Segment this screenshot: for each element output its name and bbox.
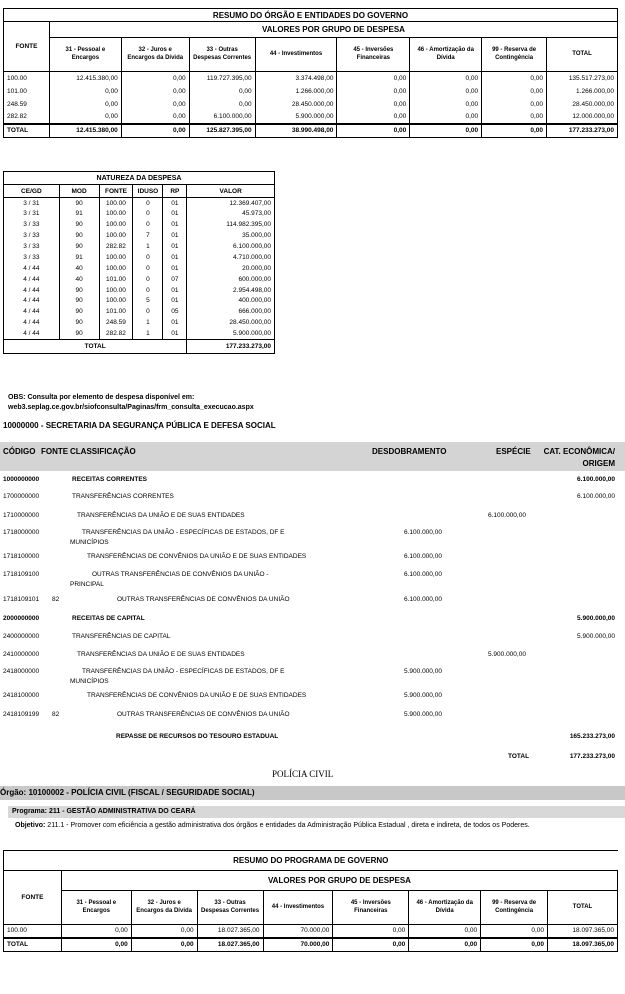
total-value: 70.000,00 bbox=[263, 938, 333, 952]
column-header: 44 - Investimentos bbox=[255, 38, 337, 72]
natureza-cell: 7 bbox=[133, 230, 163, 241]
classificacao-cell: TRANSFERÊNCIAS DE CAPITAL bbox=[72, 633, 171, 640]
natureza-cell: 600.000,00 bbox=[187, 274, 275, 285]
natureza-cell: 01 bbox=[163, 328, 187, 339]
natureza-cell: 1 bbox=[133, 328, 163, 339]
natureza-row bbox=[4, 230, 275, 241]
natureza-cell: 3 / 33 bbox=[4, 241, 60, 252]
desdobramento-cell: 5.900.000,00 bbox=[404, 692, 442, 699]
natureza-cell: 90 bbox=[59, 296, 99, 307]
value-cell: 0,00 bbox=[409, 925, 481, 938]
value-cell: 135.517.273,00 bbox=[547, 72, 618, 85]
natureza-cell: 3 / 33 bbox=[4, 230, 60, 241]
objetivo-text: 211.1 - Promover com eficiência a gestão administrativa dos órgãos e entidades da Administração Pública Estadual , direta e indireta, de todos os Poderes. bbox=[47, 822, 530, 829]
column-header: 45 - Inversões Financeiras bbox=[337, 38, 410, 72]
value-cell: 0,00 bbox=[333, 925, 409, 938]
natureza-row bbox=[4, 328, 275, 339]
cat-economica-cell: 5.900.000,00 bbox=[577, 633, 615, 640]
classificacao-cell: TRANSFERÊNCIAS DA UNIÃO - ESPECÍFICAS DE ESTADOS, DF E bbox=[82, 529, 285, 536]
natureza-cell: 5 bbox=[133, 296, 163, 307]
value-cell: 6.100.000,00 bbox=[189, 111, 255, 124]
classificacao-cell: TRANSFERÊNCIAS DA UNIÃO E DE SUAS ENTIDADES bbox=[77, 651, 245, 658]
classificacao-cell: RECEITAS CORRENTES bbox=[72, 476, 147, 483]
value-cell: 0,00 bbox=[337, 98, 410, 111]
total-value: 0,00 bbox=[337, 124, 410, 138]
value-cell: 0,00 bbox=[482, 111, 547, 124]
natureza-cell: 666.000,00 bbox=[187, 306, 275, 317]
natureza-cell: 90 bbox=[59, 230, 99, 241]
natureza-cell: 3 / 31 bbox=[4, 198, 60, 209]
value-cell: 1.266.000,00 bbox=[255, 85, 337, 98]
value-cell: 0,00 bbox=[189, 98, 255, 111]
natureza-cell: 5.900.000,00 bbox=[187, 328, 275, 339]
total-value: 0,00 bbox=[131, 938, 197, 952]
natureza-cell: 6.100.000,00 bbox=[187, 241, 275, 252]
codigo-header: CÓDIGO bbox=[3, 447, 36, 456]
natureza-cell: 01 bbox=[163, 241, 187, 252]
natureza-cell: 12.369.407,00 bbox=[187, 198, 275, 209]
value-cell: 5.900.000,00 bbox=[255, 111, 337, 124]
column-header: 99 - Reserva de Contingência bbox=[482, 38, 547, 72]
codigo-cell: 1718000000 bbox=[3, 529, 40, 536]
natureza-cell: 90 bbox=[59, 317, 99, 328]
column-header: 99 - Reserva de Contingência bbox=[481, 891, 548, 925]
natureza-cell: 101.00 bbox=[99, 306, 133, 317]
natureza-cell: 90 bbox=[59, 198, 99, 209]
value-cell: 0,00 bbox=[481, 925, 548, 938]
classificacao-header: CLASSIFICAÇÃO bbox=[70, 447, 136, 456]
natureza-cell: 4 / 44 bbox=[4, 306, 60, 317]
natureza-cell: 20.000,00 bbox=[187, 263, 275, 274]
summary2-column-headers bbox=[4, 891, 618, 925]
fonte-cell: 248.59 bbox=[4, 98, 50, 111]
value-cell: 0,00 bbox=[49, 98, 121, 111]
especie-cell: 6.100.000,00 bbox=[488, 512, 526, 519]
desdobramento-cell: 6.100.000,00 bbox=[404, 529, 442, 536]
natureza-row bbox=[4, 219, 275, 230]
codigo-cell: 1718109101 bbox=[3, 596, 40, 603]
desdobramento-cell: 6.100.000,00 bbox=[404, 553, 442, 560]
cat-economica-cell: 5.900.000,00 bbox=[577, 615, 615, 622]
total-value: 0,00 bbox=[410, 124, 482, 138]
table-row bbox=[4, 72, 618, 85]
natureza-cell: 91 bbox=[59, 208, 99, 219]
natureza-cell: 91 bbox=[59, 252, 99, 263]
natureza-row bbox=[4, 306, 275, 317]
codigo-cell: 1718109100 bbox=[3, 571, 40, 578]
cat-economica-header: CAT. ECONÔMICA/ bbox=[543, 447, 615, 456]
natureza-cell: 40 bbox=[59, 263, 99, 274]
column-header: 31 - Pessoal e Encargos bbox=[61, 891, 131, 925]
natureza-cell: 100.00 bbox=[99, 219, 133, 230]
natureza-row bbox=[4, 285, 275, 296]
fonte-header: FONTE bbox=[4, 22, 50, 72]
total-label: TOTAL bbox=[4, 124, 50, 138]
table-row bbox=[4, 111, 618, 124]
value-cell: 119.727.395,00 bbox=[189, 72, 255, 85]
natureza-cell: 4 / 44 bbox=[4, 285, 60, 296]
natureza-header: RP bbox=[163, 185, 187, 198]
table-row bbox=[4, 98, 618, 111]
natureza-cell: 01 bbox=[163, 252, 187, 263]
column-header: 32 - Juros e Encargos da Dívida bbox=[131, 891, 197, 925]
repasse-label: REPASSE DE RECURSOS DO TESOURO ESTADUAL bbox=[116, 733, 279, 740]
total-value: 125.827.395,00 bbox=[189, 124, 255, 138]
value-cell: 0,00 bbox=[61, 925, 131, 938]
natureza-cell: 4 / 44 bbox=[4, 317, 60, 328]
natureza-cell: 4 / 44 bbox=[4, 328, 60, 339]
column-header: 33 - Outras Despesas Correntes bbox=[197, 891, 263, 925]
natureza-total-row bbox=[4, 339, 275, 353]
total-value: 38.990.498,00 bbox=[255, 124, 337, 138]
total-value: 0,00 bbox=[333, 938, 409, 952]
codigo-cell: 2400000000 bbox=[3, 633, 40, 640]
obs-link[interactable]: web3.seplag.ce.gov.br/siofconsulta/Paginas/frm_consulta_execucao.aspx bbox=[8, 404, 254, 411]
fonte-cell: 101.00 bbox=[4, 85, 50, 98]
classification-header bbox=[0, 442, 625, 471]
classificacao-continuation: MUNICÍPIOS bbox=[70, 678, 109, 685]
value-cell: 0,00 bbox=[337, 72, 410, 85]
fonte-col-header: FONTE bbox=[41, 447, 69, 456]
cat-economica-cell: 6.100.000,00 bbox=[577, 476, 615, 483]
natureza-cell: 100.00 bbox=[99, 230, 133, 241]
natureza-header: MOD bbox=[59, 185, 99, 198]
natureza-row bbox=[4, 208, 275, 219]
natureza-cell: 114.982.395,00 bbox=[187, 219, 275, 230]
codigo-cell: 1700000000 bbox=[3, 493, 40, 500]
codigo-cell: 2418100000 bbox=[3, 692, 40, 699]
value-cell: 0,00 bbox=[121, 85, 189, 98]
orgao-summary-table bbox=[3, 8, 618, 138]
natureza-cell: 0 bbox=[133, 306, 163, 317]
fonte-cell: 82 bbox=[52, 596, 60, 603]
total-value: 0,00 bbox=[61, 938, 131, 952]
total-value: 18.027.365,00 bbox=[197, 938, 263, 952]
natureza-cell: 4 / 44 bbox=[4, 274, 60, 285]
natureza-cell: 100.00 bbox=[99, 285, 133, 296]
natureza-cell: 01 bbox=[163, 198, 187, 209]
total-value: 18.097.365,00 bbox=[548, 938, 618, 952]
value-cell: 28.450.000,00 bbox=[255, 98, 337, 111]
natureza-cell: 1 bbox=[133, 317, 163, 328]
natureza-cell: 4 / 44 bbox=[4, 263, 60, 274]
value-cell: 1.266.000,00 bbox=[547, 85, 618, 98]
natureza-cell: 2.954.498,00 bbox=[187, 285, 275, 296]
value-cell: 0,00 bbox=[121, 111, 189, 124]
value-cell: 12.000.000,00 bbox=[547, 111, 618, 124]
value-cell: 0,00 bbox=[49, 111, 121, 124]
natureza-cell: 0 bbox=[133, 198, 163, 209]
classificacao-continuation: MUNICÍPIOS bbox=[70, 539, 109, 546]
obs-note bbox=[8, 393, 254, 413]
classificacao-cell: TRANSFERÊNCIAS DE CONVÊNIOS DA UNIÃO E DE SUAS ENTIDADES bbox=[87, 692, 307, 699]
repasse-value: 165.233.273,00 bbox=[569, 733, 615, 740]
codigo-cell: 1718100000 bbox=[3, 553, 40, 560]
classificacao-continuation: PRINCIPAL bbox=[70, 581, 104, 588]
natureza-cell: 4.710.000,00 bbox=[187, 252, 275, 263]
total-value: 0,00 bbox=[121, 124, 189, 138]
natureza-row bbox=[4, 252, 275, 263]
value-cell: 0,00 bbox=[131, 925, 197, 938]
value-cell: 0,00 bbox=[121, 98, 189, 111]
classificacao-cell: TRANSFERÊNCIAS DA UNIÃO E DE SUAS ENTIDADES bbox=[77, 512, 245, 519]
codigo-cell: 2000000000 bbox=[3, 615, 40, 622]
programa-summary-table bbox=[3, 850, 618, 952]
total-row bbox=[4, 124, 618, 138]
value-cell: 3.374.498,00 bbox=[255, 72, 337, 85]
natureza-cell: 100.00 bbox=[99, 198, 133, 209]
especie-cell: 5.900.000,00 bbox=[488, 651, 526, 658]
classificacao-cell: RECEITAS DE CAPITAL bbox=[72, 615, 145, 622]
column-header: TOTAL bbox=[548, 891, 618, 925]
natureza-row bbox=[4, 198, 275, 209]
natureza-cell: 0 bbox=[133, 263, 163, 274]
column-header: 45 - Inversões Financeiras bbox=[333, 891, 409, 925]
value-cell: 0,00 bbox=[410, 85, 482, 98]
natureza-cell: 400.000,00 bbox=[187, 296, 275, 307]
table-row bbox=[4, 925, 618, 938]
natureza-cell: 05 bbox=[163, 306, 187, 317]
total-value: 0,00 bbox=[409, 938, 481, 952]
value-cell: 0,00 bbox=[482, 72, 547, 85]
fonte-cell: 100.00 bbox=[4, 925, 62, 938]
value-cell: 12.415.380,00 bbox=[49, 72, 121, 85]
codigo-cell: 2410000000 bbox=[3, 651, 40, 658]
secretaria-title: 10000000 - SECRETARIA DA SEGURANÇA PÚBLICA E DEFESA SOCIAL bbox=[3, 421, 276, 430]
natureza-cell: 07 bbox=[163, 274, 187, 285]
total-value: 177.233.273,00 bbox=[547, 124, 618, 138]
fonte-cell: 100.00 bbox=[4, 72, 50, 85]
desdobramento-header: DESDOBRAMENTO bbox=[372, 447, 447, 456]
summary-title: RESUMO DO ÓRGÃO E ENTIDADES DO GOVERNO bbox=[4, 9, 618, 22]
desdobramento-cell: 6.100.000,00 bbox=[404, 596, 442, 603]
classificacao-cell: TRANSFERÊNCIAS DA UNIÃO - ESPECÍFICAS DE ESTADOS, DF E bbox=[82, 668, 285, 675]
summary-subtitle: VALORES POR GRUPO DE DESPESA bbox=[49, 22, 617, 38]
natureza-cell: 3 / 33 bbox=[4, 219, 60, 230]
natureza-header: IDUSO bbox=[133, 185, 163, 198]
natureza-cell: 01 bbox=[163, 317, 187, 328]
natureza-cell: 1 bbox=[133, 241, 163, 252]
table-row bbox=[4, 85, 618, 98]
natureza-cell: 90 bbox=[59, 219, 99, 230]
natureza-table bbox=[3, 171, 275, 354]
column-header: 46 - Amortização da Dívida bbox=[410, 38, 482, 72]
total-row bbox=[4, 938, 618, 952]
grand-total-label: TOTAL bbox=[508, 753, 530, 760]
value-cell: 18.027.365,00 bbox=[197, 925, 263, 938]
desdobramento-cell: 6.100.000,00 bbox=[404, 571, 442, 578]
classificacao-cell: OUTRAS TRANSFERÊNCIAS DE CONVÊNIOS DA UNIÃO bbox=[117, 711, 290, 718]
natureza-cell: 100.00 bbox=[99, 296, 133, 307]
natureza-header: VALOR bbox=[187, 185, 275, 198]
natureza-cell: 101.00 bbox=[99, 274, 133, 285]
column-header: 32 - Juros e Encargos da Dívida bbox=[121, 38, 189, 72]
natureza-title: NATUREZA DA DESPESA bbox=[4, 172, 275, 185]
column-header: 44 - Investimentos bbox=[263, 891, 333, 925]
value-cell: 0,00 bbox=[337, 111, 410, 124]
column-header: TOTAL bbox=[547, 38, 618, 72]
orgao-bar bbox=[0, 786, 625, 800]
natureza-header: CE/GD bbox=[4, 185, 60, 198]
natureza-cell: 90 bbox=[59, 306, 99, 317]
desdobramento-cell: 5.900.000,00 bbox=[404, 711, 442, 718]
codigo-cell: 2418109199 bbox=[3, 711, 40, 718]
natureza-cell: 0 bbox=[133, 219, 163, 230]
natureza-cell: 100.00 bbox=[99, 252, 133, 263]
programa-bar bbox=[8, 806, 625, 818]
classificacao-cell: TRANSFERÊNCIAS DE CONVÊNIOS DA UNIÃO E DE SUAS ENTIDADES bbox=[87, 553, 307, 560]
total-value: 0,00 bbox=[482, 124, 547, 138]
natureza-cell: 3 / 31 bbox=[4, 208, 60, 219]
value-cell: 0,00 bbox=[410, 72, 482, 85]
natureza-row bbox=[4, 263, 275, 274]
value-cell: 0,00 bbox=[337, 85, 410, 98]
total-value: 0,00 bbox=[481, 938, 548, 952]
objetivo-label: Objetivo: bbox=[15, 822, 46, 829]
codigo-cell: 1000000000 bbox=[3, 476, 40, 483]
natureza-cell: 35.000,00 bbox=[187, 230, 275, 241]
natureza-row bbox=[4, 296, 275, 307]
natureza-cell: 100.00 bbox=[99, 263, 133, 274]
natureza-cell: 01 bbox=[163, 219, 187, 230]
programa-title: Programa: 211 - GESTÃO ADMINISTRATIVA DO CEARÁ bbox=[12, 808, 196, 815]
total-label: TOTAL bbox=[4, 938, 62, 952]
classificacao-cell: OUTRAS TRANSFERÊNCIAS DE CONVÊNIOS DA UNIÃO bbox=[117, 596, 290, 603]
classificacao-cell: OUTRAS TRANSFERÊNCIAS DE CONVÊNIOS DA UNIÃO - bbox=[92, 571, 269, 578]
natureza-cell: 01 bbox=[163, 296, 187, 307]
fonte-cell: 82 bbox=[52, 711, 60, 718]
natureza-cell: 0 bbox=[133, 252, 163, 263]
value-cell: 0,00 bbox=[482, 85, 547, 98]
summary-column-headers bbox=[4, 38, 618, 72]
natureza-cell: 282.82 bbox=[99, 328, 133, 339]
policia-caption: POLÍCIA CIVIL bbox=[272, 769, 334, 779]
natureza-cell: 01 bbox=[163, 230, 187, 241]
fonte-cell: 282.82 bbox=[4, 111, 50, 124]
natureza-total-value: 177.233.273,00 bbox=[187, 339, 275, 353]
value-cell: 0,00 bbox=[410, 111, 482, 124]
codigo-cell: 2418000000 bbox=[3, 668, 40, 675]
value-cell: 28.450.000,00 bbox=[547, 98, 618, 111]
classificacao-cell: TRANSFERÊNCIAS CORRENTES bbox=[72, 493, 174, 500]
value-cell: 0,00 bbox=[189, 85, 255, 98]
cat-economica-cell: 6.100.000,00 bbox=[577, 493, 615, 500]
value-cell: 0,00 bbox=[49, 85, 121, 98]
natureza-cell: 01 bbox=[163, 285, 187, 296]
natureza-row bbox=[4, 317, 275, 328]
natureza-row bbox=[4, 241, 275, 252]
natureza-cell: 0 bbox=[133, 274, 163, 285]
natureza-cell: 100.00 bbox=[99, 208, 133, 219]
natureza-cell: 282.82 bbox=[99, 241, 133, 252]
orgao-title: Órgão: 10100002 - POLÍCIA CIVIL (FISCAL / SEGURIDADE SOCIAL) bbox=[0, 788, 255, 797]
value-cell: 0,00 bbox=[482, 98, 547, 111]
origem-header: ORIGEM bbox=[582, 459, 615, 468]
natureza-cell: 90 bbox=[59, 241, 99, 252]
natureza-cell: 4 / 44 bbox=[4, 296, 60, 307]
natureza-headers bbox=[4, 185, 275, 198]
natureza-cell: 01 bbox=[163, 208, 187, 219]
total-value: 12.415.380,00 bbox=[49, 124, 121, 138]
column-header: 31 - Pessoal e Encargos bbox=[49, 38, 121, 72]
natureza-cell: 3 / 33 bbox=[4, 252, 60, 263]
natureza-cell: 28.450.000,00 bbox=[187, 317, 275, 328]
natureza-cell: 0 bbox=[133, 208, 163, 219]
grand-total-value: 177.233.273,00 bbox=[569, 753, 615, 760]
natureza-cell: 248.59 bbox=[99, 317, 133, 328]
desdobramento-cell: 5.900.000,00 bbox=[404, 668, 442, 675]
especie-header: ESPÉCIE bbox=[496, 447, 531, 456]
natureza-cell: 45.973,00 bbox=[187, 208, 275, 219]
value-cell: 0,00 bbox=[410, 98, 482, 111]
value-cell: 70.000,00 bbox=[263, 925, 333, 938]
natureza-cell: 40 bbox=[59, 274, 99, 285]
natureza-cell: 90 bbox=[59, 285, 99, 296]
objetivo-line bbox=[15, 822, 530, 829]
natureza-header: FONTE bbox=[99, 185, 133, 198]
natureza-cell: 01 bbox=[163, 263, 187, 274]
summary2-subtitle: VALORES POR GRUPO DE DESPESA bbox=[61, 871, 617, 891]
value-cell: 0,00 bbox=[121, 72, 189, 85]
summary2-title: RESUMO DO PROGRAMA DE GOVERNO bbox=[4, 851, 618, 871]
natureza-total-label: TOTAL bbox=[4, 339, 187, 353]
value-cell: 18.097.365,00 bbox=[548, 925, 618, 938]
column-header: 33 - Outras Despesas Correntes bbox=[189, 38, 255, 72]
fonte2-header: FONTE bbox=[4, 871, 62, 925]
codigo-cell: 1710000000 bbox=[3, 512, 40, 519]
natureza-cell: 0 bbox=[133, 285, 163, 296]
natureza-row bbox=[4, 274, 275, 285]
obs-line1: OBS: Consulta por elemento de despesa disponível em: bbox=[8, 394, 195, 401]
natureza-cell: 90 bbox=[59, 328, 99, 339]
column-header: 46 - Amortização da Dívida bbox=[409, 891, 481, 925]
